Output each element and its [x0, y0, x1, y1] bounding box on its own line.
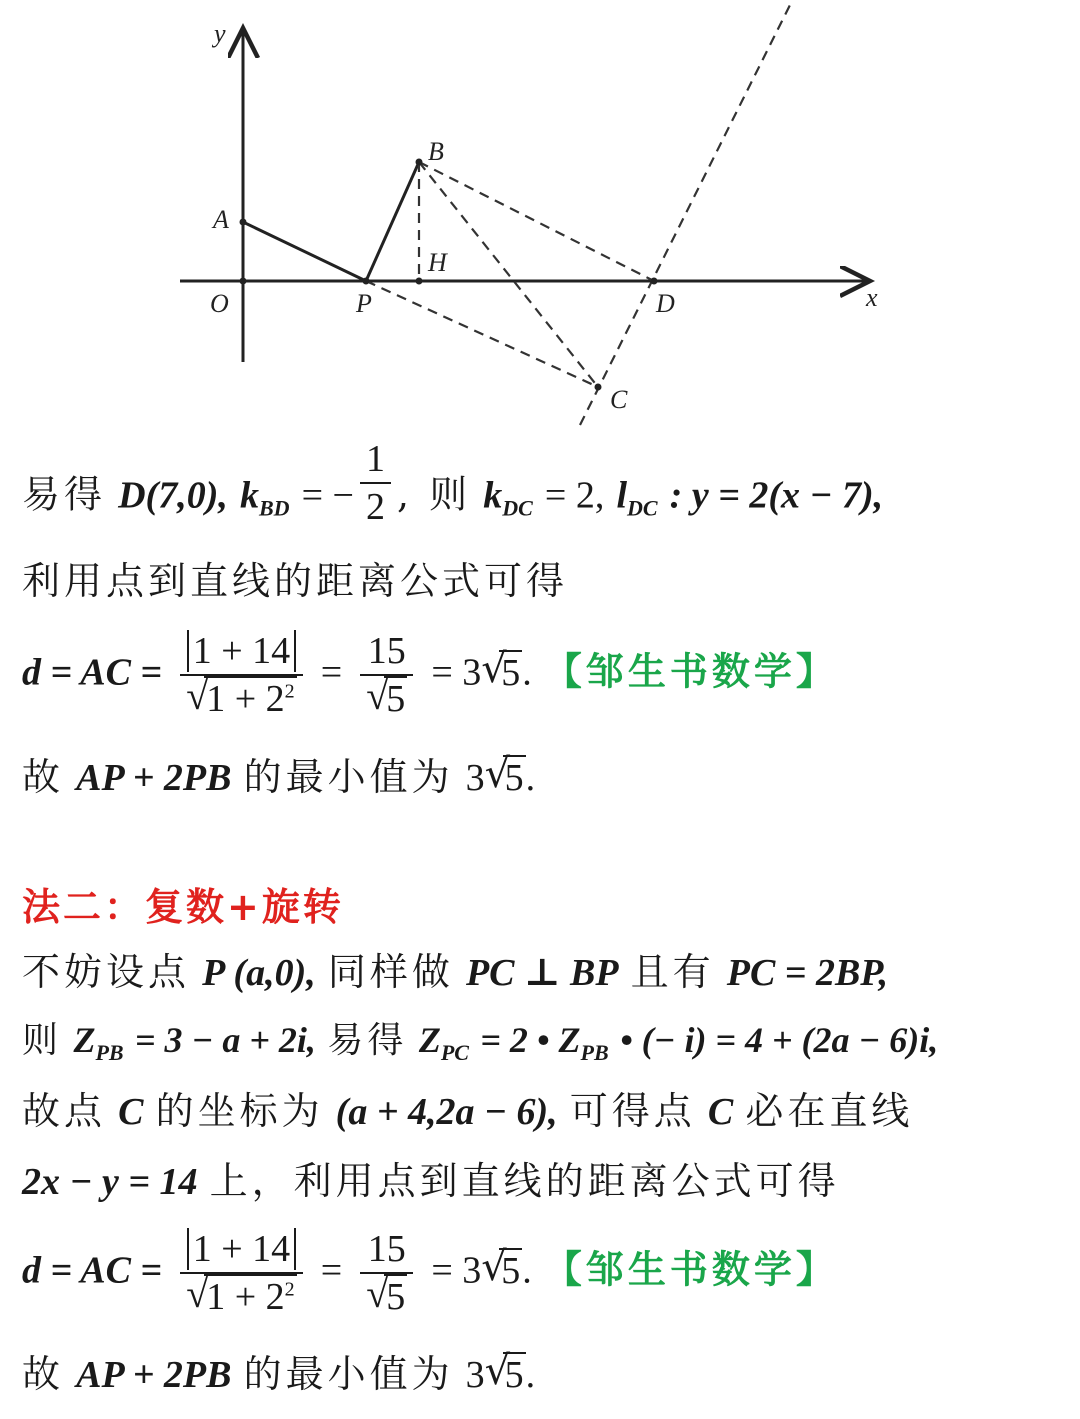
- segment-BD: [419, 162, 654, 281]
- distance-fraction: 1 + 14 √ $1 + 2^2$: [180, 632, 302, 718]
- section2-line2: 则 $Z_{PB} = 3 - a + 2i$, 易得 $Z_{PC} = 2$ • $Z_{PB}$ • (− i) = 4 + (2a − 6)i,: [22, 1020, 939, 1065]
- point-label-H: H: [428, 248, 447, 277]
- distance-fraction: 1 + 14 √ $1 + 2^2$: [180, 1230, 302, 1316]
- segment-AP: [243, 222, 366, 281]
- point-label-P: P: [356, 289, 372, 318]
- line-DC: [580, 5, 790, 425]
- segment-PB: [366, 162, 419, 281]
- point-label-C: C: [610, 385, 628, 414]
- geometry-diagram: [0, 0, 1080, 430]
- section1-formula: d = AC = 1 + 14 √ $1 + 2^2$ = 15 √ 5 = 3√ 5. 【邹生书数学】: [22, 632, 838, 718]
- section1-line2: 利用点到直线的距离公式可得: [22, 559, 569, 603]
- brand-label: 【邹生书数学】: [543, 649, 838, 694]
- fraction-one-half: $\frac{1}{2}$: [360, 440, 391, 526]
- method-two-heading: 法二：复数+旋转: [22, 885, 344, 929]
- fifteen-over-root-five: 15 √ 5: [360, 632, 413, 718]
- section2-line1: 不妨设点 P (a,0), 同样做 PC ⊥ BP 且有 PC = 2BP,: [22, 950, 889, 994]
- point-label-O: O: [210, 289, 229, 318]
- point-label-A: A: [213, 205, 229, 234]
- point-label-D: D: [656, 289, 675, 318]
- fifteen-over-root-five: 15 √ 5: [360, 1230, 413, 1316]
- section2-conclusion: 故 AP + 2PB 的最小值为 3√ 5.: [22, 1355, 535, 1394]
- y-axis-label: y: [214, 19, 226, 48]
- brand-label: 【邹生书数学】: [543, 1247, 838, 1292]
- section2-line4: 2x − y = 14 上，利用点到直线的距离公式可得: [22, 1159, 840, 1203]
- point-label-B: B: [428, 137, 444, 166]
- section1-line1: 易得 D(7,0), $k_{BD}$ = − $\frac{1}{2}$ , 则 $k_{DC} = 2$, $l_{DC}$ : y = 2(x − 7),: [22, 438, 884, 528]
- section2-line3: 故点 C 的坐标为 (a + 4,2a − 6), 可得点 C 必在直线: [22, 1089, 914, 1133]
- x-axis-label: x: [866, 283, 878, 312]
- section1-conclusion: 故 AP + 2PB 的最小值为 3√ 5.: [22, 758, 535, 797]
- section2-formula: d = AC = 1 + 14 √ $1 + 2^2$ = 15 √ 5 = 3√ 5. 【邹生书数学】: [22, 1230, 838, 1316]
- segment-PC: [366, 281, 598, 387]
